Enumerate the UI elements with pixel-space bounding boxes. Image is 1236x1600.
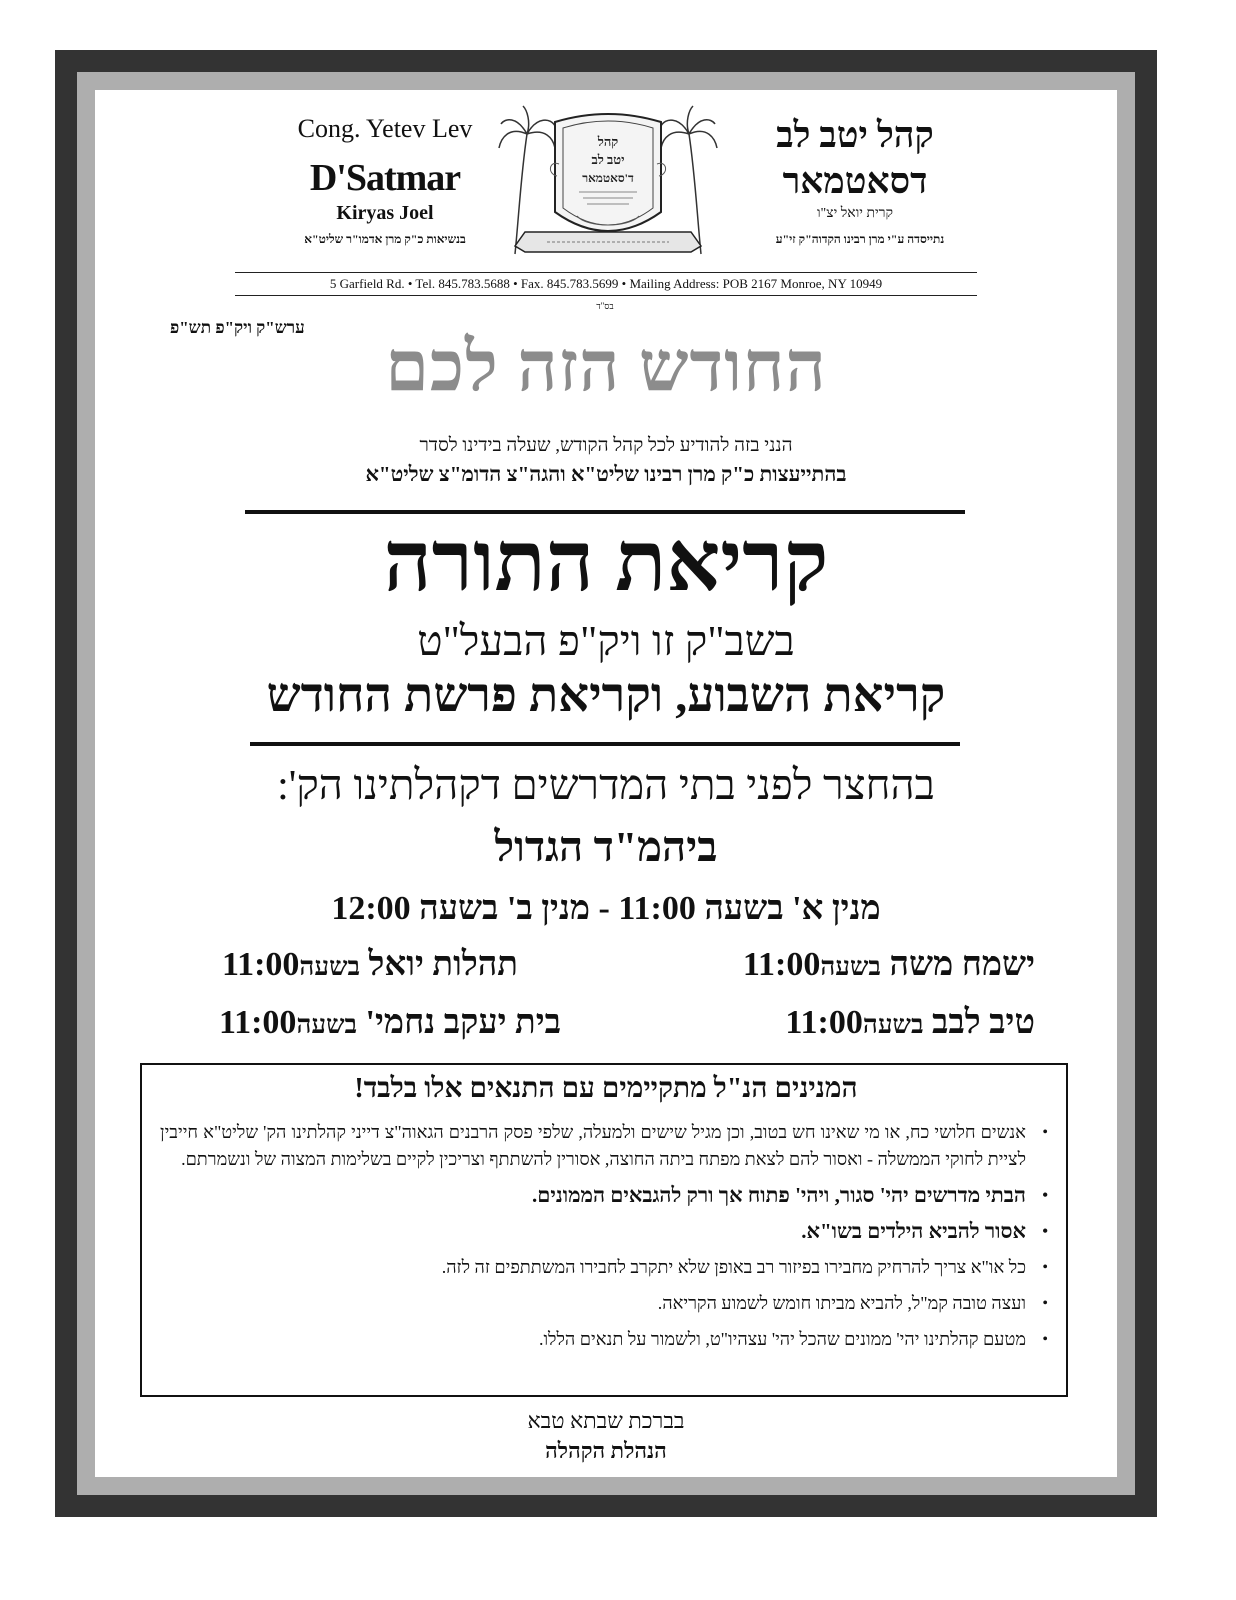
condition-item: • אסור להביא הילדים בשו"א. [160,1218,1052,1245]
site-name: ישמח משה [889,946,1035,983]
site-beis-yaakov-nechemia [180,1004,600,1042]
site-time-label: בשעה [299,952,361,981]
site-time: 11:00 [742,946,821,983]
conditions-title: המנינים הנ"ל מתקיימים עם התנאים אלו בלבד! [354,1073,858,1104]
address-rule-bottom [235,295,977,296]
org-name-hebrew-line1: קהל יטב לב [776,115,934,155]
subtitle-shabbos: בשב"ק זו ויק"פ הבעל"ט [417,619,795,665]
crest-text-line3: ד'סאטמאר [582,171,634,185]
org-name-hebrew-line2: דסאטמאר [782,161,928,201]
site-tehilos-yoel [180,946,560,984]
org-location-hebrew: קרית יואל יצ"ו [816,206,894,221]
org-name-english-line2: D'Satmar [309,157,461,199]
org-location-english: Kiryas Joel [336,202,434,224]
condition-item: • הבתי מדרשים יהי' סגור, ויהי' פתוח אך ורק להגבאים הממונים. [160,1182,1052,1209]
conditions-list [160,1119,1052,1362]
org-presidency-line: בנשיאות כ"ק מרן אדמו"ר שליט"א [304,232,466,246]
main-synagogue: ביהמ"ד הגדול [494,825,718,871]
address-rule-top [235,272,977,273]
site-time-label: בשעה [296,1010,358,1039]
location-line: בהחצר לפני בתי המדרשים דקהלתינו הק': [277,763,935,809]
crest-text-line1: קהל [597,134,619,149]
site-tiv-levav [655,1004,1035,1042]
site-name: בית יעקב נחמי' [365,1004,562,1041]
congregation-crest [497,104,719,264]
page-title: קריאת התורה [383,516,829,609]
condition-item: • ועצה טובה קמ"ל, להביא מביתו חומש לשמוע הקריאה. [160,1290,1052,1317]
crest-emblem-icon [497,104,719,264]
condition-item: • מטעם קהלתינו יהי' ממונים שהכל יהי' עצהיו"ט, ולשמור על תנאים הללו. [160,1326,1052,1353]
site-name: טיב לבב [931,1004,1035,1041]
conditions-box [140,1063,1068,1397]
site-time: 11:00 [218,1004,297,1041]
minyan-times: מנין א' בשעה 11:00 - מנין ב' בשעה 12:00 [331,890,881,927]
site-time-label: בשעה [862,1010,924,1039]
site-time-label: בשעה [820,952,881,981]
subtitle-readings: קריאת השבוע, וקריאת פרשת החודש [266,669,946,722]
date-line: ערש"ק ויק"פ תש"פ [170,318,305,337]
condition-item: • כל או"א צריך להרחיק מחבירו בפיזור רב באופן שלא יתקרב לחבירו המשתתפים זה לזה. [160,1254,1052,1281]
flyer-page [95,90,1117,1477]
headline: החודש הזה לכם [385,329,827,406]
divider-bottom [250,742,960,746]
org-name-english-line1: Cong. Yetev Lev [297,114,473,143]
intro-line2: בהתייעצות כ"ק מרן רבינו שליט"א והגה"צ הדומ"צ שליט"א [365,462,847,486]
closing-signature: הנהלת הקהלה [545,1438,667,1463]
site-time: 11:00 [785,1004,863,1041]
condition-item: • אנשים חלושי כח, או מי שאינו חש בטוב, וכן מגיל שישים ולמעלה, שלפי פסק הרבנים הגאוה"צ דייני קהלתינו הק' שליט"א חייבין לציית לחוקי הממשלה - ואסור להם לצאת מפתח ביתה החוצה, אסורין להשתתף וצריכין לקיים בשלימות המצוה של ונשמרתם. [160,1119,1052,1173]
mailing-address: 5 Garfield Rd. • Tel. 845.783.5688 • Fax. 845.783.5699 • Mailing Address: POB 2167 Monroe, NY 10949 [329,276,883,291]
site-time: 11:00 [221,946,300,983]
crest-text-line2: יטב לב [591,152,625,167]
closing-blessing: בברכת שבתא טבא [527,1408,685,1433]
bsd-mark: בס"ד [596,301,614,311]
org-founder-line: נתייסדה ע"י מרן רבינו הקדוה"ק זי"ע [775,232,945,246]
site-name: תהלות יואל [368,946,519,983]
site-yismach-moshe [655,946,1035,984]
intro-line1: הנני בזה להודיע לכל קהל הקודש, שעלה בידינו לסדר [419,435,793,456]
